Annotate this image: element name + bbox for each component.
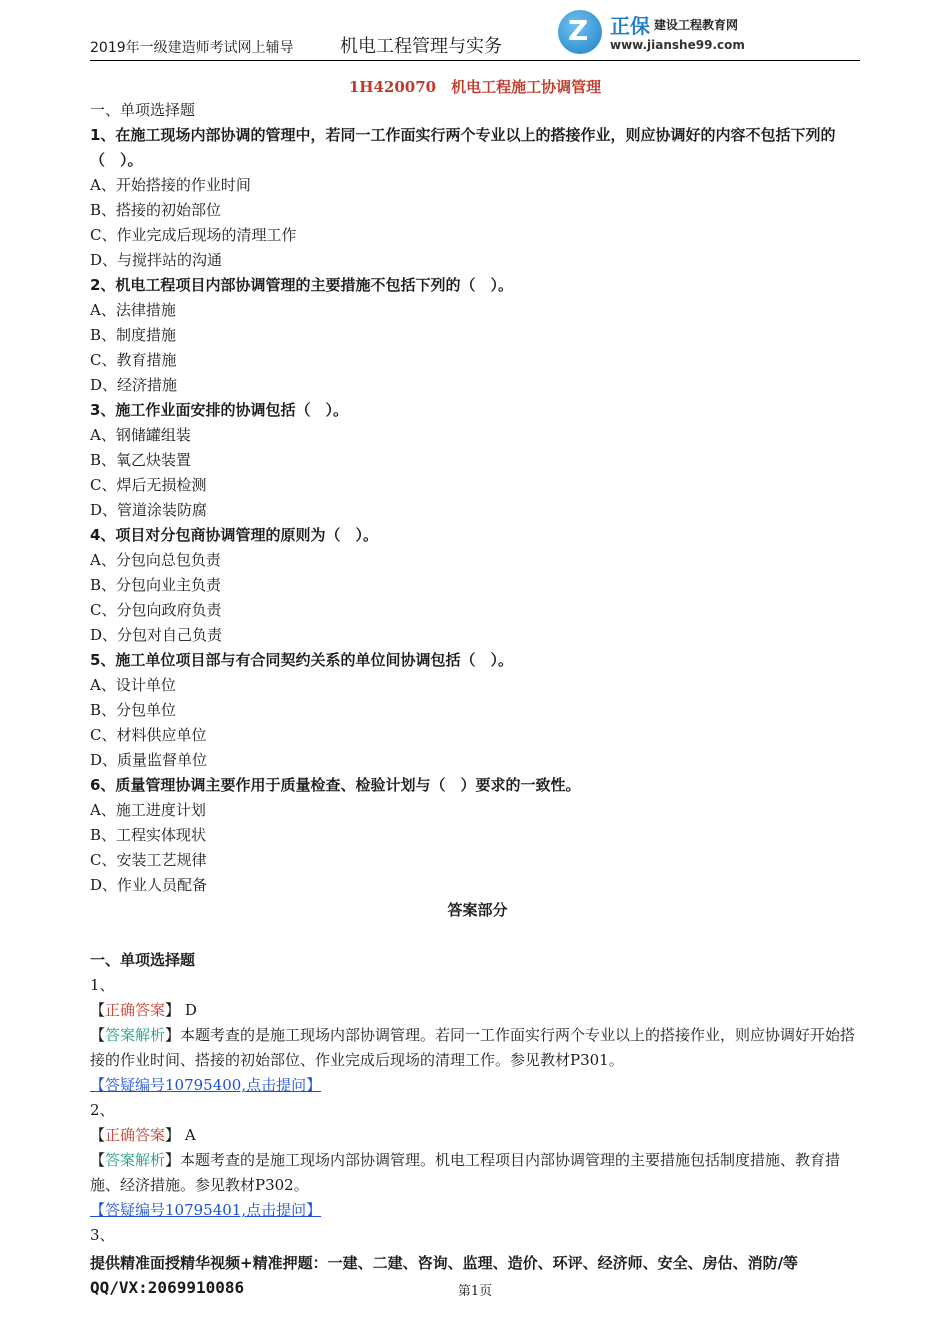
option: B、工程实体现状 <box>90 826 207 844</box>
option: A、钢储罐组装 <box>90 426 191 444</box>
logo-letter: Z <box>568 14 589 47</box>
option: A、分包向总包负责 <box>90 551 221 569</box>
question-stem: 1、在施工现场内部协调的管理中，若同一工作面实行两个专业以上的搭接作业，则应协调好的内容不包括下列的（ ）。 <box>90 126 836 169</box>
analysis-text: 本题考查的是施工现场内部协调管理。机电工程项目内部协调管理的主要措施包括制度措施、教育措施、经济措施。参见教材P302。 <box>90 1151 841 1194</box>
answer-number: 3、 <box>90 1226 115 1244</box>
option: D、作业人员配备 <box>90 876 208 894</box>
question-stem: 6、质量管理协调主要作用于质量检查、检验计划与（ ）要求的一致性。 <box>90 776 581 794</box>
option: A、开始搭接的作业时间 <box>90 176 251 194</box>
answer-analysis: 【答案解析】本题考查的是施工现场内部协调管理。若同一工作面实行两个专业以上的搭接作业，则应协调好开始搭接的作业时间、搭接的初始部位、作业完成后现场的清理工作。参见教材P301。 <box>90 1026 856 1069</box>
option: B、制度措施 <box>90 326 177 344</box>
correct-answer-value: D <box>184 1001 197 1019</box>
question-4 <box>90 523 865 648</box>
correct-answer-label: 正确答案 <box>105 1126 166 1144</box>
question-stem: 3、施工作业面安排的协调包括（ ）。 <box>90 401 348 419</box>
header-course-title: 2019年一级建造师考试网上辅导 <box>90 40 294 56</box>
option: B、分包向业主负责 <box>90 576 222 594</box>
question-1 <box>90 123 865 273</box>
correct-answer: 【正确答案】 D <box>90 1001 197 1019</box>
correct-answer-label: 正确答案 <box>105 1001 166 1019</box>
ask-question-link[interactable]: 【答疑编号10795401,点击提问】 <box>90 1201 322 1219</box>
footer-advert: 提供精准面授精华视频+精准押题：一建、二建、咨询、监理、造价、环评、经济师、安全、房估、消防/等 <box>90 1254 799 1272</box>
question-3 <box>90 398 865 523</box>
page-header <box>90 8 860 61</box>
answer-number: 1、 <box>90 976 115 994</box>
question-2 <box>90 273 865 398</box>
footer-contact: QQ/VX:2069910086 <box>90 1278 245 1297</box>
option: C、焊后无损检测 <box>90 476 207 494</box>
option: D、管道涂装防腐 <box>90 501 208 519</box>
option: B、分包单位 <box>90 701 177 719</box>
option: A、法律措施 <box>90 301 176 319</box>
document-body <box>90 98 865 1248</box>
logo-site-name: 建设工程教育网 <box>654 18 739 32</box>
question-stem: 4、项目对分包商协调管理的原则为（ ）。 <box>90 526 378 544</box>
option: D、质量监督单位 <box>90 751 208 769</box>
analysis-label: 答案解析 <box>105 1026 166 1044</box>
analysis-text: 本题考查的是施工现场内部协调管理。若同一工作面实行两个专业以上的搭接作业，则应协调好开始搭接的作业时间、搭接的初始部位、作业完成后现场的清理工作。参见教材P301。 <box>90 1026 856 1069</box>
option: A、设计单位 <box>90 676 176 694</box>
option: B、氧乙炔装置 <box>90 451 192 469</box>
section-title: 1H420070 机电工程施工协调管理 <box>348 78 602 96</box>
option: C、材料供应单位 <box>90 726 207 744</box>
question-5 <box>90 648 865 773</box>
page-number: 第1页 <box>457 1284 493 1299</box>
correct-answer: 【正确答案】 A <box>90 1126 196 1144</box>
correct-answer-value: A <box>184 1126 196 1144</box>
logo-url: www.jianshe99.com <box>610 38 745 52</box>
option: D、经济措施 <box>90 376 178 394</box>
header-subject: 机电工程管理与实务 <box>340 36 502 57</box>
option: C、作业完成后现场的清理工作 <box>90 226 297 244</box>
question-stem: 2、机电工程项目内部协调管理的主要措施不包括下列的（ ）。 <box>90 276 513 294</box>
option: B、搭接的初始部位 <box>90 201 222 219</box>
option: C、分包向政府负责 <box>90 601 222 619</box>
part-title: 一、单项选择题 <box>90 101 196 119</box>
analysis-label: 答案解析 <box>105 1151 166 1169</box>
option: A、施工进度计划 <box>90 801 206 819</box>
logo-brand: 正保 <box>610 14 650 38</box>
option: C、安装工艺规律 <box>90 851 207 869</box>
option: D、与搅拌站的沟通 <box>90 251 223 269</box>
site-logo[interactable] <box>558 10 788 56</box>
answer-2 <box>90 1098 865 1223</box>
answer-part-title: 一、单项选择题 <box>90 951 196 969</box>
question-stem: 5、施工单位项目部与有合同契约关系的单位间协调包括（ ）。 <box>90 651 513 669</box>
answer-heading: 答案部分 <box>447 901 508 919</box>
answer-number: 2、 <box>90 1101 115 1119</box>
question-6 <box>90 773 865 898</box>
ask-question-link[interactable]: 【答疑编号10795400,点击提问】 <box>90 1076 322 1094</box>
answer-1 <box>90 973 865 1098</box>
option: C、教育措施 <box>90 351 177 369</box>
option: D、分包对自己负责 <box>90 626 223 644</box>
answer-analysis: 【答案解析】本题考查的是施工现场内部协调管理。机电工程项目内部协调管理的主要措施包括制度措施、教育措施、经济措施。参见教材P302。 <box>90 1151 841 1194</box>
